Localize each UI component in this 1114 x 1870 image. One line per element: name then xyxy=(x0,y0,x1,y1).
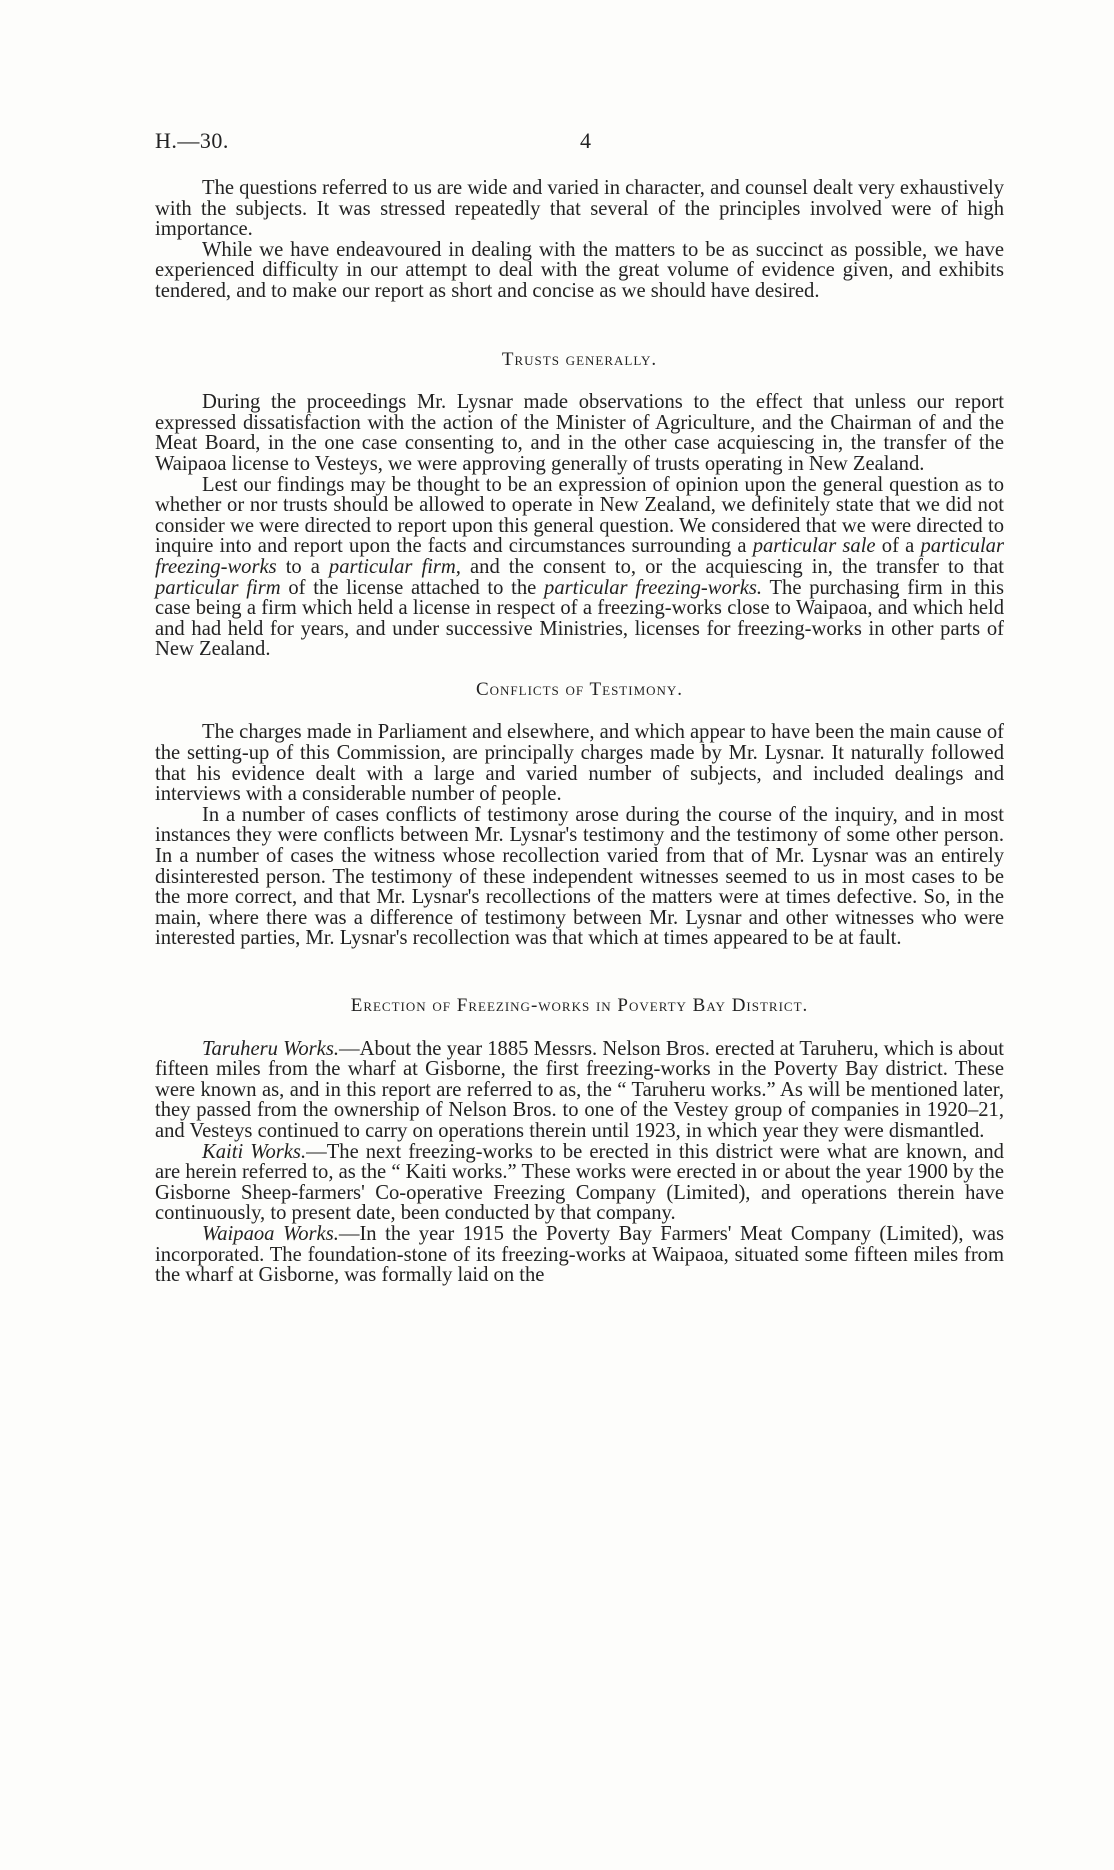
trusts-p2-text-c: to a xyxy=(276,555,329,578)
trusts-p2-text-d: and the consent to, or the acquiescing in, the transfer to that xyxy=(460,555,1004,578)
taruheru-works-text: —About the year 1885 Messrs. Nelson Bros. erected at Taruheru, which is about fifteen miles from the wharf at Gisborne, the first freezing-works in the Poverty Bay district. These were known as, and in this report are referred to as, the “ Taruheru works.” As will be mentioned later, they passed from the ownership of Nelson Bros. to one of the Vestey group of companies in 1920–21, and Vesteys continued to carry on operations therein until 1923, in which year they were dismantled. xyxy=(155,1037,1004,1142)
trusts-p2-italic-1: particular sale xyxy=(752,535,876,558)
intro-paragraph-2: While we have endeavoured in dealing with the matters to be as succinct as possible, we have experienced difficulty in our attempt to deal with the great volume of evidence given, and exhibits tendered, and to make our report as short and concise as we should have desired. xyxy=(155,238,1004,302)
kaiti-works-text: —The next freezing-works to be erected in this district were what are known, and are herein referred to, as the “ Kaiti works.” These works were erected in or about the year 1900 by the Gisborne Sheep-farmers' Co-operative Freezing Company (Limited), and operations therein have continuously, to present date, been conducted by that company. xyxy=(155,1140,1004,1225)
intro-paragraph-1: The questions referred to us are wide and varied in character, and counsel dealt very exhaustively with the subjects. It was stressed repeatedly that several of the principles involved were of high importance. xyxy=(155,177,1004,241)
trusts-p2-italic-5: particular freezing-works. xyxy=(544,576,763,599)
trusts-p2-text-b: of a xyxy=(875,535,921,558)
trusts-p2-text-f: The purchasing firm in this case being a firm which held a license in respect of a freezing-works close to Waipaoa, and which held and had held for years, and under successive Ministries, licenses for freezing-works in other parts of New Zealand. xyxy=(155,576,1005,661)
page-number: 4 xyxy=(580,128,591,153)
conflicts-paragraph-2: In a number of cases conflicts of testimony arose during the course of the inquiry, and in most instances they were conflicts between Mr. Lysnar's testimony and the testimony of some other person. In a number of cases the witness whose recollection varied from that of Mr. Lysnar was an entirely disinterested person. The testimony of these independent witnesses seemed to us in most cases to be the more correct, and that Mr. Lysnar's recollections of the matters were at times defective. So, in the main, where there was a difference of testimony between Mr. Lysnar and other witnesses who were interested parties, Mr. Lysnar's recollection was that which at times appeared to be at fault. xyxy=(155,803,1004,950)
trusts-p2-text-e: of the license attached to the xyxy=(280,576,545,599)
kaiti-paragraph xyxy=(155,1142,1004,1224)
report-reference: H.—30. xyxy=(155,128,229,153)
trusts-paragraph-2 xyxy=(155,475,1004,660)
trusts-p2-italic-3: particular firm, xyxy=(328,555,461,578)
taruheru-paragraph xyxy=(155,1039,1004,1142)
waipaoa-works-text: —In the year 1915 the Poverty Bay Farmers' Meat Company (Limited), was incorporated. The foundation-stone of its freezing-works at Waipaoa, situated some fifteen miles from the wharf at Gisborne, was formally laid on the xyxy=(155,1222,1004,1287)
conflicts-paragraph-1: The charges made in Parliament and elsewhere, and which appear to have been the main cause of the setting-up of this Commission, are principally charges made by Mr. Lysnar. It naturally followed that his evidence dealt with a large and varied number of subjects, and included dealings and interviews with a considerable number of people. xyxy=(155,721,1004,806)
heading-conflicts-of-testimony: Conflicts of Testimony. xyxy=(475,678,684,700)
waipaoa-works-title: Waipaoa Works. xyxy=(202,1222,339,1245)
trusts-p2-italic-4: particular firm xyxy=(155,576,281,599)
heading-trusts-generally: Trusts generally. xyxy=(501,348,658,370)
trusts-paragraph-1: During the proceedings Mr. Lysnar made observations to the effect that unless our report expressed dissatisfaction with the action of the Minister of Agriculture, and the Chairman of and the Meat Board, in the one case consenting to, and in the other case acquiescing in, the transfer of the Waipaoa license to Vesteys, we were approving generally of trusts operating in New Zealand. xyxy=(155,391,1004,475)
page-body xyxy=(155,178,1004,1286)
heading-erection-of-freezing-works: Erection of Freezing-works in Poverty Bay District. xyxy=(350,995,809,1016)
taruheru-works-title: Taruheru Works. xyxy=(202,1037,339,1060)
trusts-p2-italic-2: particular freezing-works xyxy=(155,535,1004,578)
kaiti-works-title: Kaiti Works. xyxy=(202,1140,307,1163)
trusts-p2-text-a: Lest our findings may be thought to be an expression of opinion upon the general question as to whether or nor trusts should be allowed to operate in New Zealand, we definitely state that we did not consider we were directed to report upon this general question. We considered that we were directed to inquire into and report upon the facts and circumstances surrounding a xyxy=(155,473,1004,558)
page-header xyxy=(155,128,1005,158)
waipaoa-paragraph xyxy=(155,1224,1004,1286)
